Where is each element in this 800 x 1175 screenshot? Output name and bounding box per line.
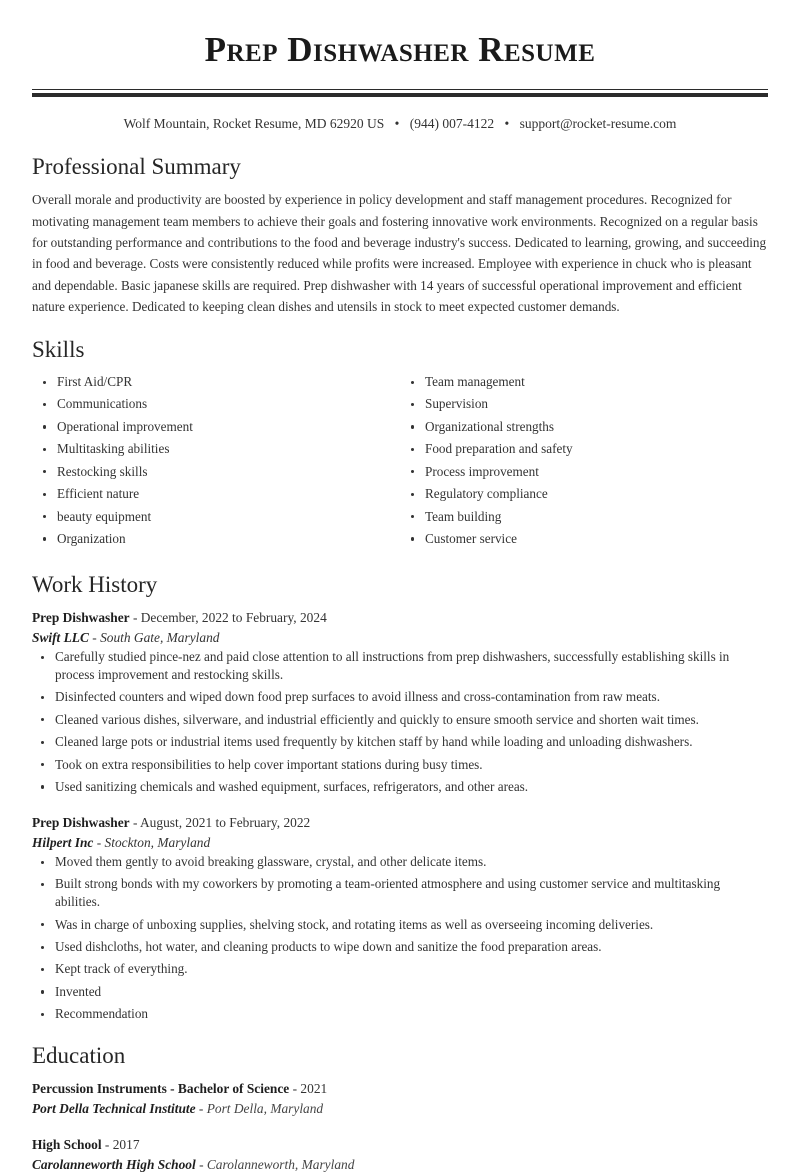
job-separator-dash: - (129, 609, 141, 625)
skill-item: Process improvement (400, 463, 768, 481)
education-entry (32, 1135, 768, 1175)
divider-thick-line (32, 93, 768, 97)
education-school-line (32, 1155, 768, 1175)
job-separator-dash: - (129, 814, 141, 830)
job-bullet-list (32, 853, 768, 1023)
skill-item: Customer service (400, 530, 768, 548)
contact-email: support@rocket-resume.com (519, 115, 677, 131)
education-school-line (32, 1099, 768, 1119)
education-entries (32, 1079, 768, 1175)
skill-item: Efficient nature (32, 485, 400, 503)
job-company-separator-dash: - (88, 630, 101, 646)
job-location: Stockton, Maryland (104, 834, 211, 850)
job-company-line (32, 628, 768, 648)
job-company-line (32, 833, 768, 853)
job-title: Prep Dishwasher (32, 609, 130, 625)
contact-line (32, 115, 768, 134)
education-separator-dash: - (289, 1080, 301, 1096)
section-work-history (32, 571, 768, 1023)
skills-column-right (400, 373, 768, 552)
job-dates: December, 2022 to February, 2024 (140, 609, 327, 625)
skill-item: Organization (32, 530, 400, 548)
skill-item: Food preparation and safety (400, 440, 768, 458)
skill-item: Operational improvement (32, 418, 400, 436)
section-heading-skills: Skills (32, 337, 85, 363)
job-bullet-item: Carefully studied pince-nez and paid close attention to all instructions from prep dishwashers, successfully establishing skills in process improvement and restocking skills. (32, 648, 768, 684)
section-professional-summary (32, 153, 768, 318)
skill-item: Organizational strengths (400, 418, 768, 436)
job-location: South Gate, Maryland (100, 630, 220, 646)
contact-phone: (944) 007-4122 (409, 115, 495, 131)
job-bullet-item: Built strong bonds with my coworkers by promoting a team-oriented atmosphere and using customer service and multitasking abilities. (32, 875, 768, 911)
skills-list-left (32, 373, 400, 548)
education-school-separator-dash: - (195, 1100, 207, 1116)
section-skills (32, 336, 768, 552)
skills-list-right (400, 373, 768, 548)
job-company: Hilpert Inc (32, 834, 94, 850)
skill-item: Team building (400, 508, 768, 526)
job-title: Prep Dishwasher (32, 814, 130, 830)
skill-item: Supervision (400, 395, 768, 413)
skill-item: Multitasking abilities (32, 440, 400, 458)
job-bullet-item: Took on extra responsibilities to help cover important stations during busy times. (32, 756, 768, 774)
job-bullet-item: Disinfected counters and wiped down food prep surfaces to avoid illness and cross-contamination from raw meats. (32, 688, 768, 706)
contact-address: Wolf Mountain, Rocket Resume, MD 62920 US (123, 115, 385, 131)
skill-item: Communications (32, 395, 400, 413)
page-title: Prep Dishwasher Resume (204, 30, 596, 69)
work-history-entries (32, 608, 768, 1023)
skills-column-left (32, 373, 400, 552)
education-year: 2021 (300, 1080, 328, 1096)
education-school-separator-dash: - (195, 1157, 207, 1172)
section-heading-work-history: Work History (32, 572, 158, 598)
skill-item: Restocking skills (32, 463, 400, 481)
skill-item: Team management (400, 373, 768, 391)
header-divider (32, 89, 768, 97)
education-school: Carolanneworth High School (32, 1157, 196, 1172)
job-bullet-item: Kept track of everything. (32, 960, 768, 978)
work-history-entry (32, 608, 768, 796)
education-school: Port Della Technical Institute (32, 1100, 196, 1116)
job-dates: August, 2021 to February, 2022 (140, 814, 311, 830)
section-heading-education: Education (32, 1043, 126, 1069)
job-bullet-item: Recommendation (32, 1005, 768, 1023)
job-bullet-item: Cleaned various dishes, silverware, and industrial efficiently and quickly to ensure smooth service and shorten wait times. (32, 711, 768, 729)
contact-separator-2: • (504, 115, 510, 131)
job-company-separator-dash: - (93, 834, 105, 850)
skill-item: First Aid/CPR (32, 373, 400, 391)
education-degree: High School (32, 1136, 102, 1152)
job-bullet-item: Invented (32, 983, 768, 1001)
education-location: Port Della, Maryland (206, 1100, 324, 1116)
summary-paragraph: Overall morale and productivity are boosted by experience in policy development and staff management procedures. Recognized for motivating management team members to achieve their goals and fostering innovative work environments. Recognized on a regular basis for outstanding performance and contributions to the food and beverage industry's success. Dedicated to learning, growing, and succeeding in food and beverage. Costs were consistently reduced while profits were increased. Employee with experience in chuck who is pleasant and dependable. Basic japanese skills are required. Prep dishwasher with 14 years of successful operational improvement and efficient nature experience. Dedicated to keeping clean dishes and utensils in stock to meet expected customer demands. (32, 192, 767, 315)
education-year: 2017 (112, 1136, 140, 1152)
job-title-line (32, 813, 768, 833)
skill-item: Regulatory compliance (400, 485, 768, 503)
job-bullet-item: Moved them gently to avoid breaking glassware, crystal, and other delicate items. (32, 853, 768, 871)
skill-item: beauty equipment (32, 508, 400, 526)
job-bullet-list (32, 648, 768, 796)
job-company: Swift LLC (32, 630, 89, 646)
job-bullet-item: Was in charge of unboxing supplies, shelving stock, and rotating items as well as overseeing incoming deliveries. (32, 916, 768, 934)
contact-separator-1: • (394, 115, 400, 131)
work-history-entry (32, 813, 768, 1023)
education-degree: Percussion Instruments - Bachelor of Science (32, 1080, 290, 1096)
section-heading-summary: Professional Summary (32, 153, 241, 179)
job-bullet-item: Used dishcloths, hot water, and cleaning products to wipe down and sanitize the food preparation areas. (32, 938, 768, 956)
education-entry (32, 1079, 768, 1119)
education-degree-line (32, 1135, 768, 1155)
section-education (32, 1042, 768, 1175)
skills-columns (32, 373, 768, 552)
education-degree-line (32, 1079, 768, 1099)
job-title-line (32, 608, 768, 628)
job-bullet-item: Cleaned large pots or industrial items used frequently by kitchen staff by hand while loading and unloading dishwashers. (32, 733, 768, 751)
education-location: Carolanneworth, Maryland (206, 1157, 355, 1172)
job-bullet-item: Used sanitizing chemicals and washed equipment, surfaces, refrigerators, and other areas. (32, 778, 768, 796)
education-separator-dash: - (101, 1136, 113, 1152)
